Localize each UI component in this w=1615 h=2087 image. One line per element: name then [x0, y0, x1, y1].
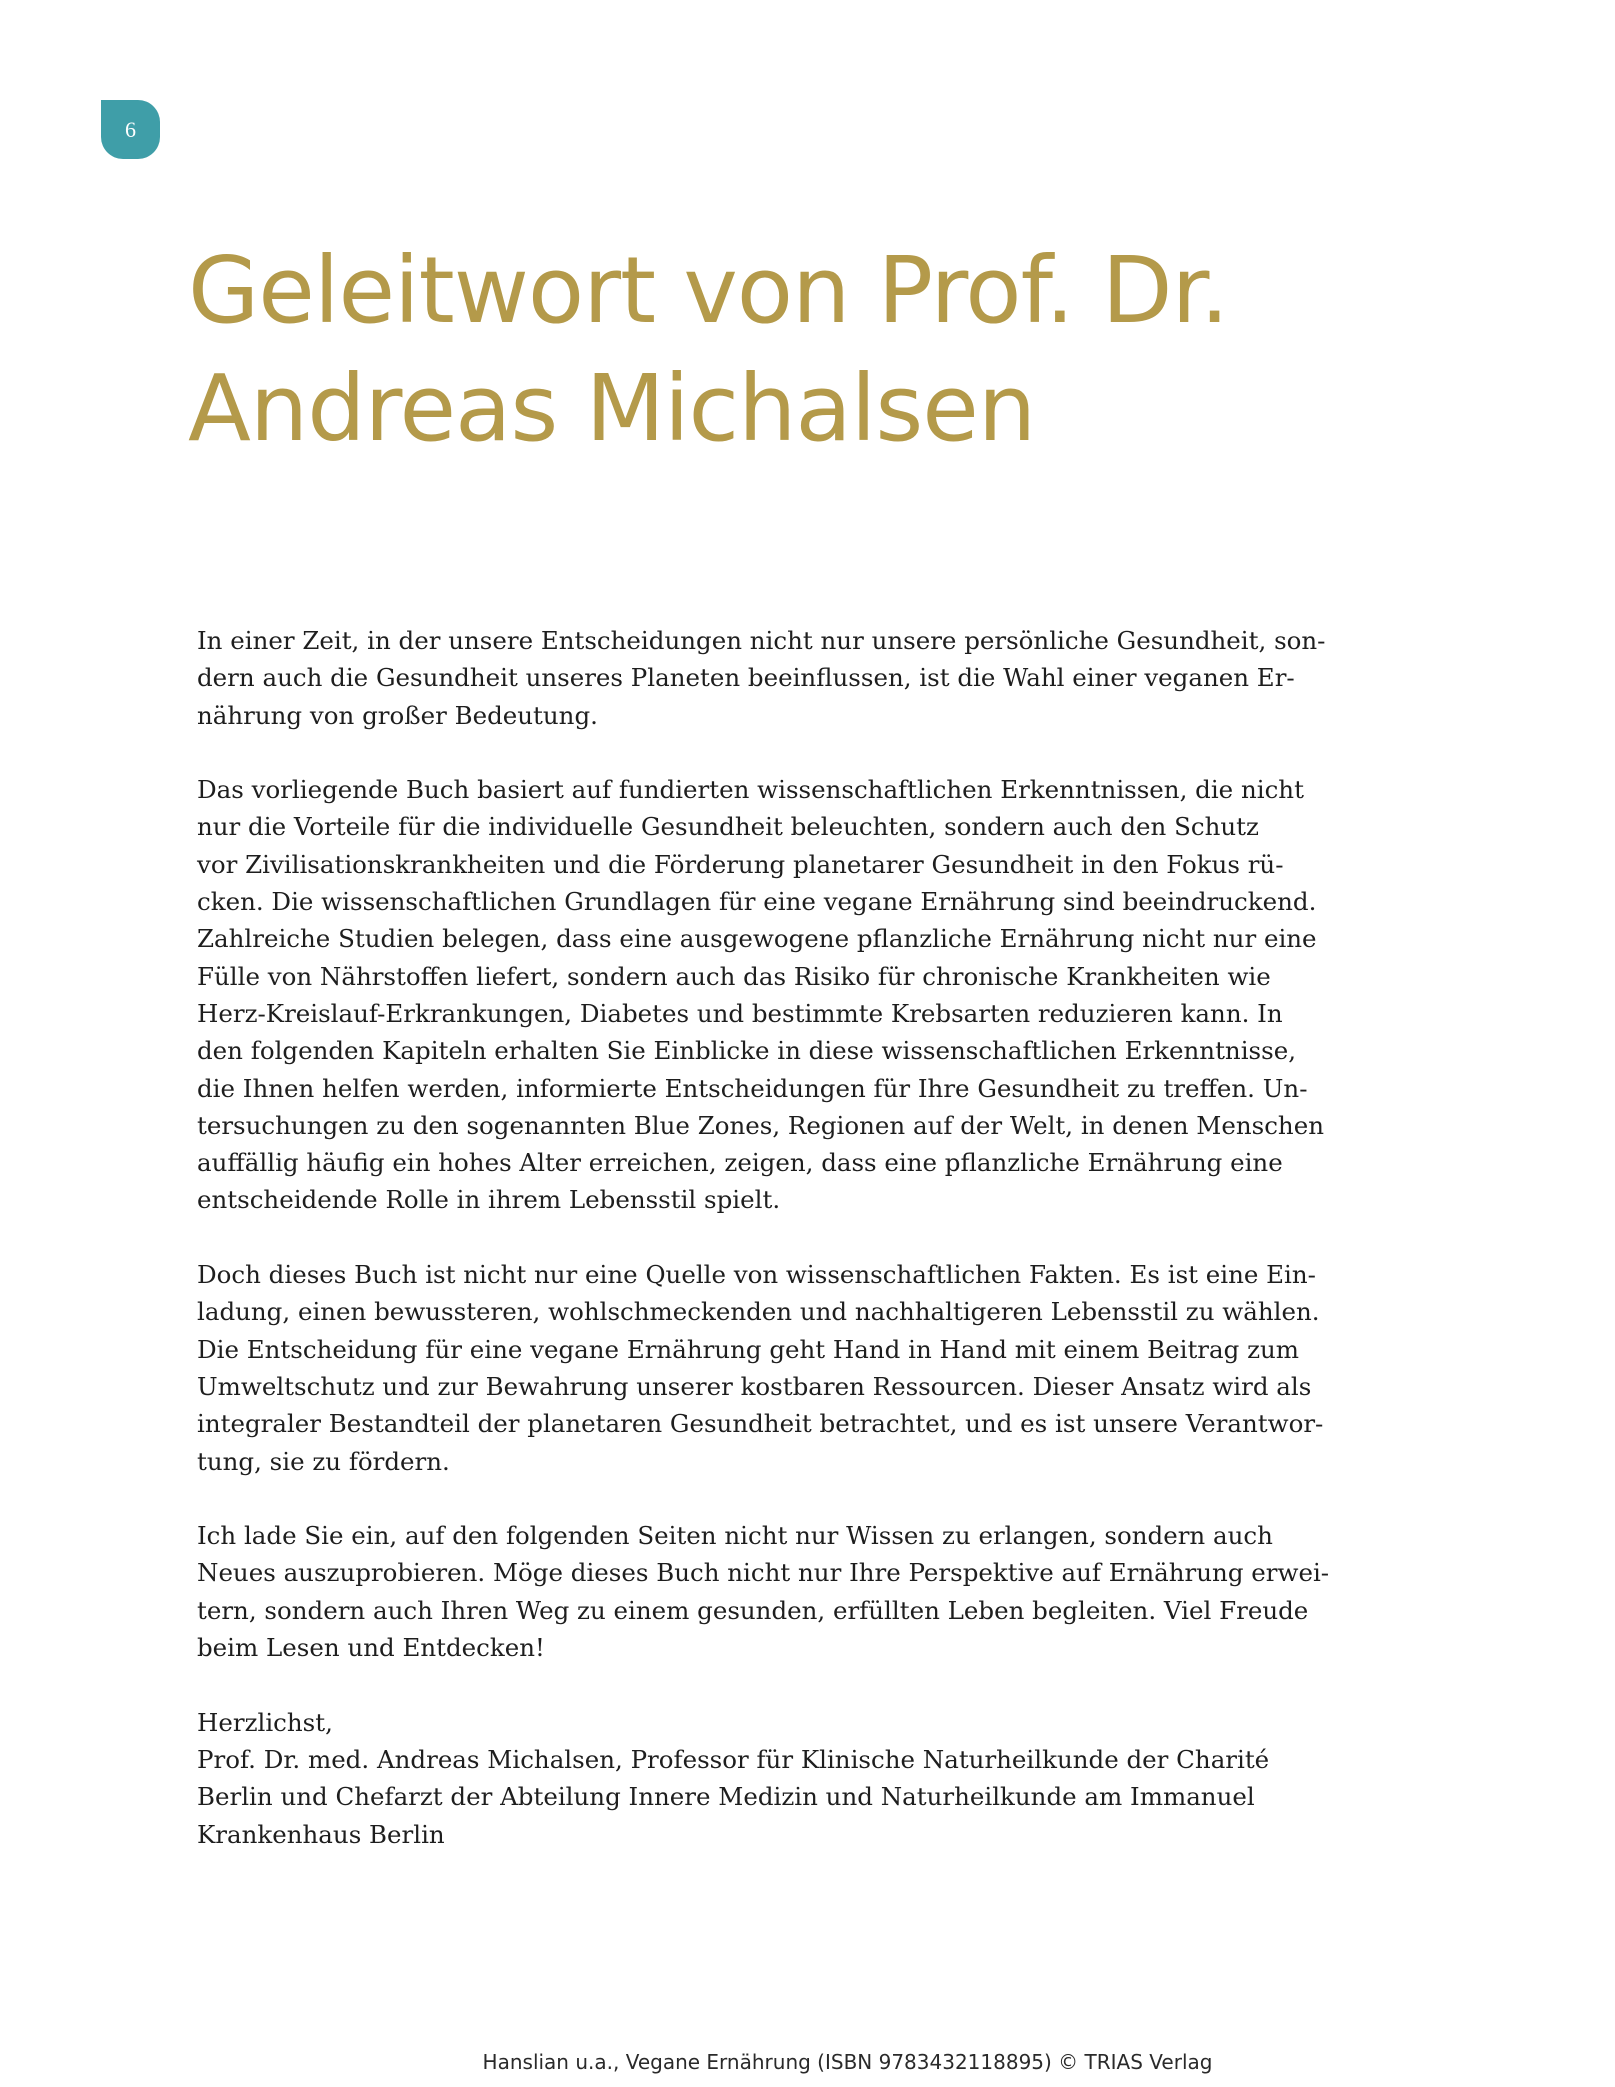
text-line: Zahlreiche Studien belegen, dass eine ausgewogene pflanzliche Ernährung nicht nur eine	[197, 924, 1317, 954]
page-footer: Hanslian u.a., Vegane Ernährung (ISBN 9783432118895) © TRIAS Verlag	[482, 2050, 1213, 2074]
page-number-badge: 6	[101, 100, 160, 159]
text-line: dern auch die Gesundheit unseres Planeten beeinflussen, ist die Wahl einer veganen Er-	[197, 663, 1295, 693]
text-line: Doch dieses Buch ist nicht nur eine Quelle von wissenschaftlichen Fakten. Es ist eine Ein-	[197, 1260, 1316, 1290]
text-line: Neues auszuprobieren. Möge dieses Buch nicht nur Ihre Perspektive auf Ernährung erwei-	[197, 1558, 1330, 1588]
text-line: Herz-Kreislauf-Erkrankungen, Diabetes und bestimmte Krebsarten reduzieren kann. In	[197, 998, 1283, 1028]
text-line: nur die Vorteile für die individuelle Gesundheit beleuchten, sondern auch den Schutz	[197, 812, 1259, 842]
text-line: Das vorliegende Buch basiert auf fundierten wissenschaftlichen Erkenntnissen, die nicht	[197, 775, 1304, 805]
signature-line: Krankenhaus Berlin	[197, 1819, 445, 1849]
text-line: auffällig häufig ein hohes Alter erreichen, zeigen, dass eine pflanzliche Ernährung eine	[197, 1148, 1283, 1178]
text-line: Umweltschutz und zur Bewahrung unserer kostbaren Ressourcen. Dieser Ansatz wird als	[197, 1371, 1312, 1401]
paragraph-3	[197, 1256, 1324, 1480]
paragraph-2	[197, 771, 1324, 1219]
text-line: In einer Zeit, in der unsere Entscheidungen nicht nur unsere persönliche Gesundheit, son-	[197, 626, 1326, 655]
chapter-title-line: Andreas Michalsen	[188, 355, 1036, 462]
paragraph-1	[197, 622, 1326, 734]
text-line: integraler Bestandteil der planetaren Gesundheit betrachtet, und es ist unsere Verantwor-	[197, 1409, 1324, 1439]
signature-line: Prof. Dr. med. Andreas Michalsen, Professor für Klinische Naturheilkunde der Charité	[197, 1744, 1270, 1774]
text-line: tersuchungen zu den sogenannten Blue Zones, Regionen auf der Welt, in denen Menschen	[197, 1110, 1324, 1140]
text-line: nährung von großer Bedeutung.	[197, 700, 598, 730]
body-text	[197, 622, 1330, 1853]
text-line: tung, sie zu fördern.	[197, 1446, 450, 1476]
text-line: die Ihnen helfen werden, informierte Entscheidungen für Ihre Gesundheit zu treffen. Un-	[197, 1073, 1308, 1103]
chapter-title	[188, 232, 1288, 468]
text-line: beim Lesen und Entdecken!	[197, 1633, 545, 1663]
closing-signature	[197, 1704, 1270, 1853]
paragraph-4	[197, 1517, 1330, 1666]
text-line: tern, sondern auch Ihren Weg zu einem gesunden, erfüllten Leben begleiten. Viel Freude	[197, 1595, 1309, 1625]
text-line: Ich lade Sie ein, auf den folgenden Seiten nicht nur Wissen zu erlangen, sondern auch	[197, 1521, 1273, 1551]
text-line: Die Entscheidung für eine vegane Ernährung geht Hand in Hand mit einem Beitrag zum	[197, 1334, 1300, 1364]
text-line: cken. Die wissenschaftlichen Grundlagen für eine vegane Ernährung sind beeindruckend.	[197, 887, 1317, 917]
signature-line: Berlin und Chefarzt der Abteilung Innere Medizin und Naturheilkunde am Immanuel	[197, 1782, 1255, 1812]
text-line: entscheidende Rolle in ihrem Lebensstil spielt.	[197, 1185, 781, 1215]
text-line: Fülle von Nährstoffen liefert, sondern auch das Risiko für chronische Krankheiten wie	[197, 961, 1271, 991]
text-line: den folgenden Kapiteln erhalten Sie Einblicke in diese wissenschaftlichen Erkenntnisse,	[197, 1036, 1296, 1066]
chapter-title-line: Geleitwort von Prof. Dr.	[188, 237, 1229, 344]
text-line: ladung, einen bewussteren, wohlschmeckenden und nachhaltigeren Lebensstil zu wählen.	[197, 1297, 1320, 1327]
greeting: Herzlichst,	[197, 1707, 333, 1737]
text-line: vor Zivilisationskrankheiten und die Förderung planetarer Gesundheit in den Fokus rü-	[197, 849, 1284, 879]
